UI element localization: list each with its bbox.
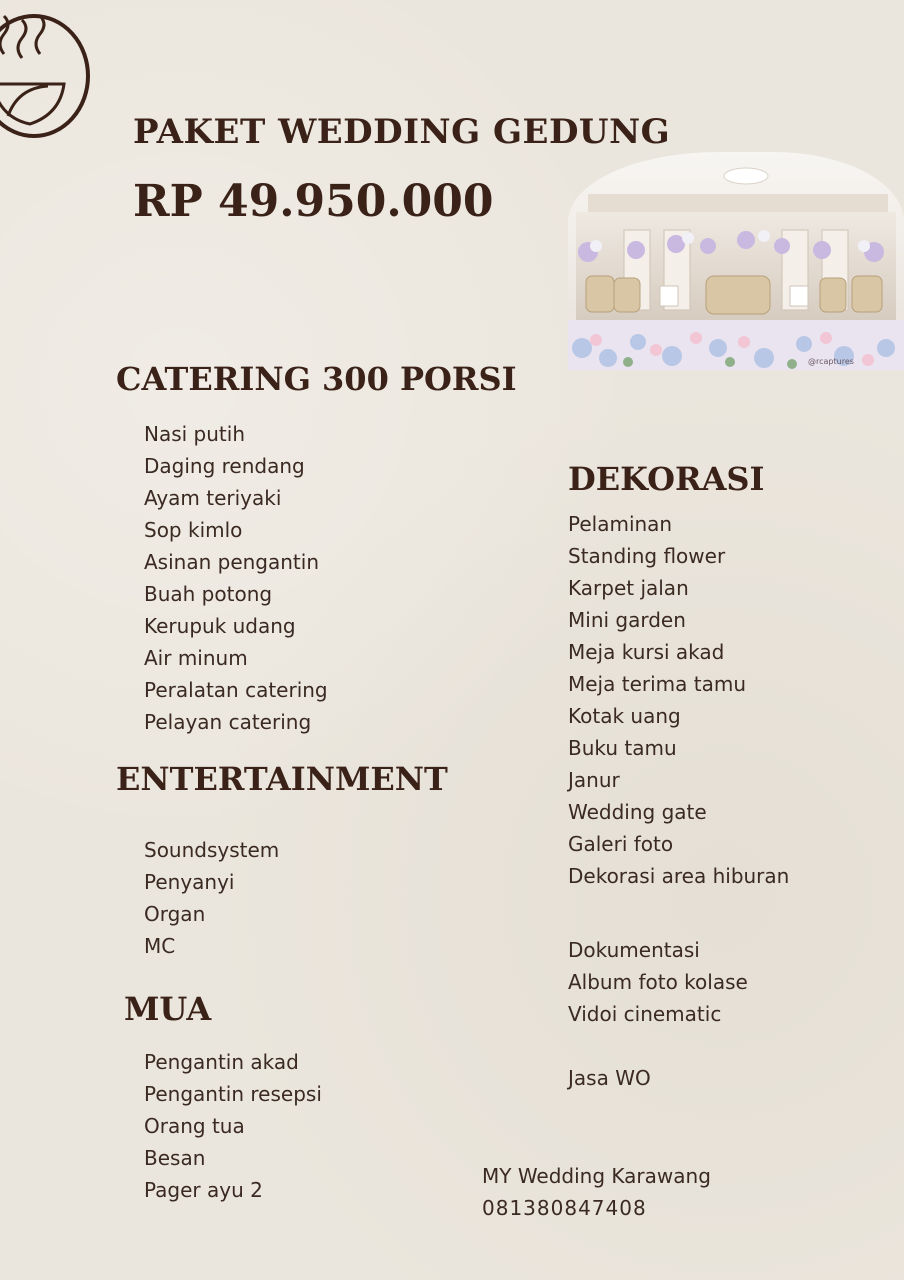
list-item: Sop kimlo xyxy=(144,518,243,542)
list-item: Nasi putih xyxy=(144,422,245,446)
dokumentasi-list xyxy=(568,934,748,1030)
list-item: Vidoi cinematic xyxy=(568,1002,722,1026)
list-item: Asinan pengantin xyxy=(144,550,319,574)
list-item: Dekorasi area hiburan xyxy=(568,864,790,888)
list-item: Buku tamu xyxy=(568,736,677,760)
list-item: Orang tua xyxy=(144,1114,245,1138)
list-item: Pelaminan xyxy=(568,512,673,536)
wedding-stage-photo xyxy=(568,152,904,370)
list-item: Buah potong xyxy=(144,582,273,606)
list-item: Soundsystem xyxy=(144,838,280,862)
list-item: Galeri foto xyxy=(568,832,674,856)
list-item: Album foto kolase xyxy=(568,970,748,994)
list-item: Ayam teriyaki xyxy=(144,486,282,510)
list-item: MC xyxy=(144,934,176,958)
mua-list xyxy=(144,1046,322,1206)
list-item: Organ xyxy=(144,902,206,926)
logo-icon xyxy=(0,14,90,138)
list-item: Meja terima tamu xyxy=(568,672,747,696)
contact-phone: 081380847408 xyxy=(482,1196,647,1220)
catering-heading: CATERING 300 PORSI xyxy=(116,360,517,398)
list-item: Daging rendang xyxy=(144,454,305,478)
list-item: Wedding gate xyxy=(568,800,707,824)
list-item: Besan xyxy=(144,1146,206,1170)
list-item: Kotak uang xyxy=(568,704,681,728)
list-item: Pager ayu 2 xyxy=(144,1178,263,1202)
list-item: Penyanyi xyxy=(144,870,235,894)
list-item: Pengantin resepsi xyxy=(144,1082,322,1106)
list-item: Janur xyxy=(568,768,620,792)
list-item: Kerupuk udang xyxy=(144,614,296,638)
contact-name: MY Wedding Karawang xyxy=(482,1164,711,1188)
mua-heading: MUA xyxy=(124,990,212,1028)
list-item: Pengantin akad xyxy=(144,1050,299,1074)
list-item: Air minum xyxy=(144,646,248,670)
package-price: RP 49.950.000 xyxy=(133,176,494,227)
list-item: Mini garden xyxy=(568,608,686,632)
dekorasi-heading: DEKORASI xyxy=(568,460,765,498)
photo-watermark: @rcaptures xyxy=(808,357,854,366)
list-item: Pelayan catering xyxy=(144,710,312,734)
entertainment-heading: ENTERTAINMENT xyxy=(116,760,448,798)
list-item: Karpet jalan xyxy=(568,576,689,600)
list-item: Dokumentasi xyxy=(568,938,700,962)
dekorasi-list xyxy=(568,508,789,892)
list-item: Peralatan catering xyxy=(144,678,328,702)
list-item: Standing flower xyxy=(568,544,726,568)
catering-list xyxy=(144,418,328,738)
entertainment-list xyxy=(144,834,279,962)
list-item: Meja kursi akad xyxy=(568,640,725,664)
jasa-wo: Jasa WO xyxy=(568,1066,651,1090)
page-title: PAKET WEDDING GEDUNG xyxy=(133,112,671,152)
